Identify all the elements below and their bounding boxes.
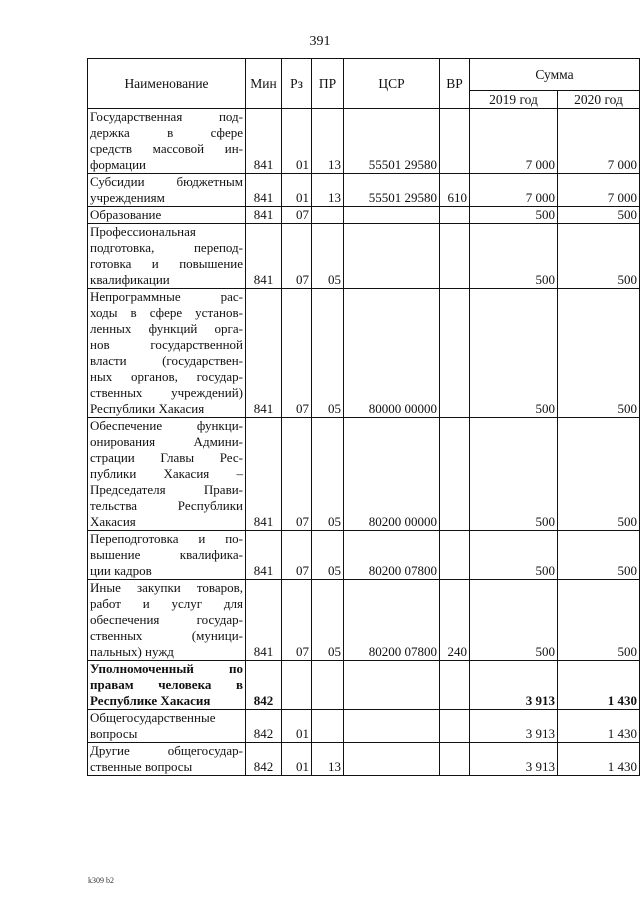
- row-name-line: Хакасия: [90, 514, 136, 529]
- table-row: [88, 418, 640, 531]
- row-min: 841: [246, 109, 282, 174]
- row-name: [88, 580, 246, 661]
- row-name-line: Общегосударственные: [90, 710, 216, 725]
- row-pr: 05: [312, 224, 344, 289]
- row-name-line: обеспечения государ-: [90, 612, 243, 627]
- row-name: [88, 174, 246, 207]
- row-min: 841: [246, 224, 282, 289]
- table-row: [88, 743, 640, 776]
- row-csr: 55501 29580: [344, 174, 440, 207]
- row-name-line: ных органов, государ-: [90, 369, 243, 384]
- row-2019: 500: [470, 580, 558, 661]
- row-name: [88, 289, 246, 418]
- row-2019: 500: [470, 531, 558, 580]
- row-2019: 500: [470, 418, 558, 531]
- row-csr: 55501 29580: [344, 109, 440, 174]
- row-name-line: Обеспечение функци-: [90, 418, 243, 433]
- row-name-line: Иные закупки товаров,: [90, 580, 243, 595]
- row-2020: 1 430: [558, 710, 640, 743]
- row-2020: 7 000: [558, 174, 640, 207]
- page-number: 391: [309, 34, 331, 49]
- row-csr: 80000 00000: [344, 289, 440, 418]
- row-name-line: Председателя Прави-: [90, 482, 243, 497]
- table-row: [88, 580, 640, 661]
- row-name-line: Переподготовка и по-: [90, 531, 243, 546]
- row-2020: 1 430: [558, 743, 640, 776]
- table-row: [88, 531, 640, 580]
- row-rz: 07: [282, 580, 312, 661]
- row-name-line: нов государственной: [90, 337, 243, 352]
- row-vr: [440, 710, 470, 743]
- row-rz: 01: [282, 743, 312, 776]
- row-vr: [440, 207, 470, 224]
- row-rz: 01: [282, 109, 312, 174]
- row-name-line: Другие общегосудар-: [90, 743, 243, 758]
- row-min: 841: [246, 418, 282, 531]
- header-2020: 2020 год: [558, 91, 640, 109]
- row-name-line: вышение квалифика-: [90, 547, 243, 562]
- row-name-line: Непрограммные рас-: [90, 289, 243, 304]
- footer-code: k309 b2: [88, 876, 114, 885]
- table-row: [88, 224, 640, 289]
- header-rz: Рз: [282, 59, 312, 109]
- row-rz: 07: [282, 224, 312, 289]
- row-vr: [440, 224, 470, 289]
- row-2019: 3 913: [470, 710, 558, 743]
- row-vr: 610: [440, 174, 470, 207]
- row-vr: [440, 289, 470, 418]
- row-2019: 7 000: [470, 174, 558, 207]
- row-pr: 05: [312, 289, 344, 418]
- row-name-line: тельства Республики: [90, 498, 243, 513]
- row-name: [88, 710, 246, 743]
- row-name-line: ходы в сфере установ-: [90, 305, 243, 320]
- budget-table: [87, 58, 640, 776]
- row-pr: 13: [312, 743, 344, 776]
- row-name-line: Субсидии бюджетным: [90, 174, 243, 189]
- row-pr: 05: [312, 580, 344, 661]
- row-csr: [344, 710, 440, 743]
- header-pr: ПР: [312, 59, 344, 109]
- row-csr: [344, 207, 440, 224]
- row-2019: 3 913: [470, 661, 558, 710]
- row-name-line: подготовка, перепод-: [90, 240, 243, 255]
- table-row: [88, 174, 640, 207]
- row-name-line: формации: [90, 157, 147, 172]
- row-vr: 240: [440, 580, 470, 661]
- row-csr: 80200 00000: [344, 418, 440, 531]
- row-name-line: Профессиональная: [90, 224, 196, 239]
- row-name-line: Образование: [90, 207, 162, 222]
- row-2019: 500: [470, 224, 558, 289]
- row-name-line: ленных функций орга-: [90, 321, 243, 336]
- table-row: [88, 710, 640, 743]
- row-pr: 13: [312, 174, 344, 207]
- row-rz: 07: [282, 418, 312, 531]
- row-2020: 500: [558, 531, 640, 580]
- row-name-line: власти (государствен-: [90, 353, 243, 368]
- row-name-line: Государственная под-: [90, 109, 243, 124]
- row-pr: [312, 710, 344, 743]
- header-sum: Сумма: [470, 59, 640, 91]
- row-rz: 01: [282, 174, 312, 207]
- header-2019: 2019 год: [470, 91, 558, 109]
- row-2020: 500: [558, 289, 640, 418]
- row-min: 842: [246, 743, 282, 776]
- row-name-line: учреждениям: [90, 190, 165, 205]
- row-min: 842: [246, 661, 282, 710]
- row-name-line: публики Хакасия –: [90, 466, 243, 481]
- row-name: [88, 661, 246, 710]
- row-rz: 07: [282, 207, 312, 224]
- row-2020: 500: [558, 224, 640, 289]
- row-2019: 500: [470, 289, 558, 418]
- row-2019: 7 000: [470, 109, 558, 174]
- row-min: 841: [246, 289, 282, 418]
- row-vr: [440, 661, 470, 710]
- row-vr: [440, 743, 470, 776]
- row-name-line: Уполномоченный по: [90, 661, 243, 676]
- row-csr: [344, 743, 440, 776]
- row-pr: 13: [312, 109, 344, 174]
- row-name-line: Республике Хакасия: [90, 693, 211, 708]
- row-min: 841: [246, 207, 282, 224]
- row-2019: 3 913: [470, 743, 558, 776]
- header-csr: ЦСР: [344, 59, 440, 109]
- row-name-line: правам человека в: [90, 677, 243, 692]
- row-name-line: держка в сфере: [90, 125, 243, 140]
- row-name-line: ции кадров: [90, 563, 152, 578]
- row-name: [88, 743, 246, 776]
- row-name-line: ственных (муници-: [90, 628, 243, 643]
- row-2020: 7 000: [558, 109, 640, 174]
- row-min: 841: [246, 174, 282, 207]
- header-min: Мин: [246, 59, 282, 109]
- row-name-line: средств массовой ин-: [90, 141, 243, 156]
- row-rz: 01: [282, 710, 312, 743]
- row-csr: 80200 07800: [344, 580, 440, 661]
- row-name-line: пальных) нужд: [90, 644, 174, 659]
- row-vr: [440, 418, 470, 531]
- row-name-line: ственных учреждений): [90, 385, 243, 400]
- row-min: 842: [246, 710, 282, 743]
- row-rz: [282, 661, 312, 710]
- row-name-line: ственные вопросы: [90, 759, 193, 774]
- row-vr: [440, 531, 470, 580]
- row-pr: [312, 661, 344, 710]
- table-row: [88, 207, 640, 224]
- row-name-line: готовка и повышение: [90, 256, 243, 271]
- row-name-line: онирования Админи-: [90, 434, 243, 449]
- row-csr: [344, 661, 440, 710]
- header-name: Наименование: [88, 59, 246, 109]
- table-row: [88, 109, 640, 174]
- row-rz: 07: [282, 289, 312, 418]
- row-pr: [312, 207, 344, 224]
- row-csr: 80200 07800: [344, 531, 440, 580]
- row-2020: 500: [558, 580, 640, 661]
- row-name: [88, 207, 246, 224]
- header-vr: ВР: [440, 59, 470, 109]
- row-name-line: работ и услуг для: [90, 596, 243, 611]
- row-name-line: Республики Хакасия: [90, 401, 205, 416]
- row-rz: 07: [282, 531, 312, 580]
- row-min: 841: [246, 580, 282, 661]
- row-csr: [344, 224, 440, 289]
- row-2020: 500: [558, 207, 640, 224]
- row-2020: 1 430: [558, 661, 640, 710]
- row-pr: 05: [312, 531, 344, 580]
- table-row: [88, 661, 640, 710]
- row-name: [88, 224, 246, 289]
- row-2019: 500: [470, 207, 558, 224]
- row-min: 841: [246, 531, 282, 580]
- table-body: [88, 109, 640, 776]
- row-2020: 500: [558, 418, 640, 531]
- table-row: [88, 289, 640, 418]
- row-name-line: страции Главы Рес-: [90, 450, 243, 465]
- row-name-line: квалификации: [90, 272, 170, 287]
- row-name: [88, 418, 246, 531]
- row-name-line: вопросы: [90, 726, 138, 741]
- row-name: [88, 109, 246, 174]
- row-pr: 05: [312, 418, 344, 531]
- row-vr: [440, 109, 470, 174]
- row-name: [88, 531, 246, 580]
